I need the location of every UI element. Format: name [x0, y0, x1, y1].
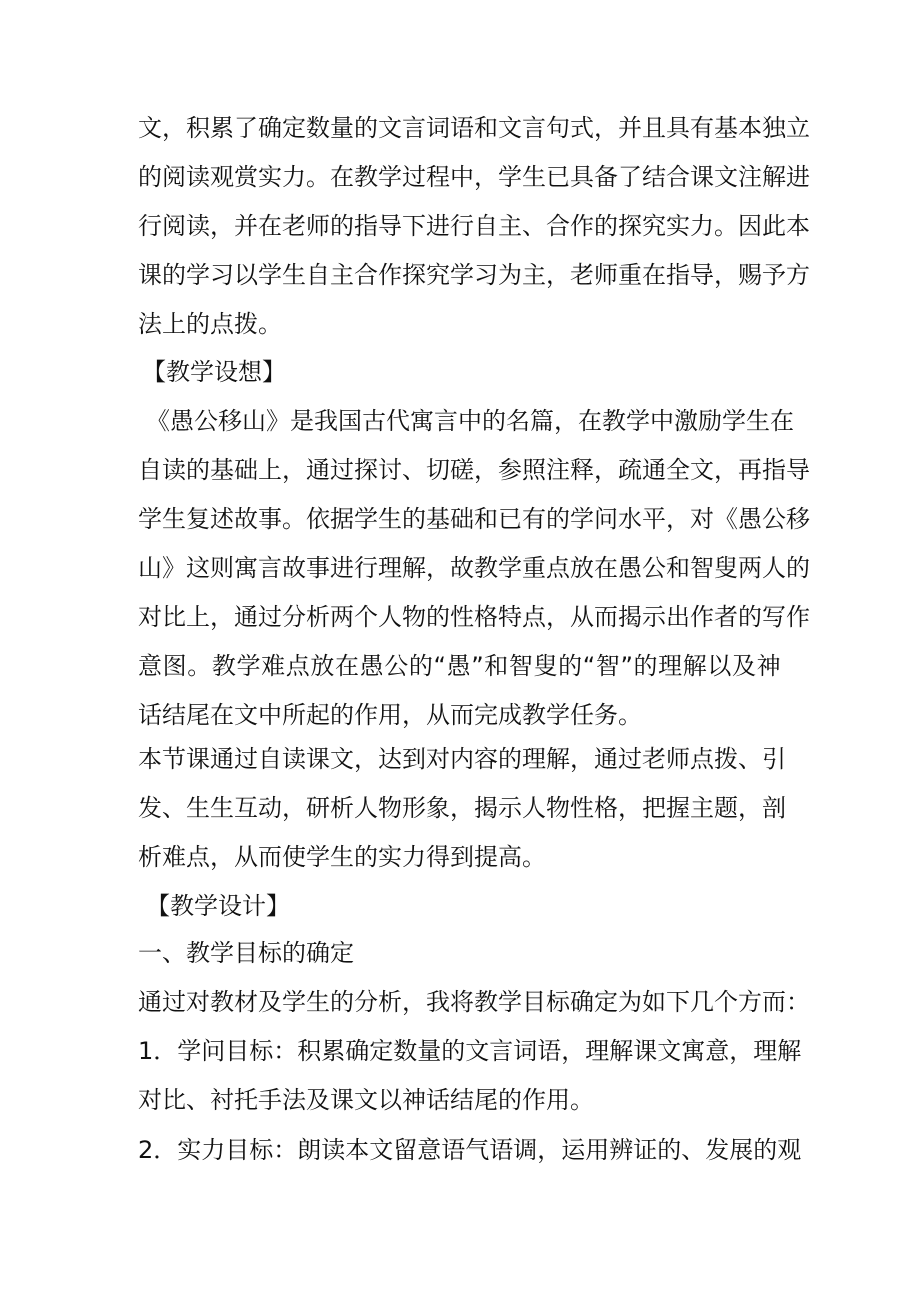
section-subheading: 一、教学目标的确定: [138, 939, 354, 967]
justified-text: 课 的 学 习 以 学 生 自 主 合 作 探 究 学 习 为 主 ， 老 师 重 在 指 导 ， 赐 予 方: [138, 261, 810, 289]
justified-text: 文 ， 积 累 了 确 定 数 量 的 文 言 词 语 和 文 言 句 式 ， 并 且 具 有 基 本 独 立: [138, 114, 810, 142]
list-item: [138, 1027, 920, 1075]
list-item: [138, 1126, 920, 1174]
justified-text: 的 阅 读 观 赏 实 力 。 在 教 学 过 程 中 ， 学 生 已 具 备 了 结 合 课 文 注 解 进: [138, 163, 810, 191]
justified-text: 自 读 的 基 础 上 ， 通 过 探 讨 、 切 磋 ， 参 照 注 释 ， 疏 通 全 文 ， 再 指 导: [138, 456, 810, 484]
text-line: 话结尾在文中所起的作用，从而完成教学任务。: [138, 701, 642, 729]
justified-text: 行 阅 读 ， 并 在 老 师 的 指 导 下 进 行 自 主 、 合 作 的 探 究 实 力 。 因 此 本: [138, 212, 810, 240]
justified-text: 意 图 。 教 学 难 点 放 在 愚 公 的 “ 愚 ” 和 智 叟 的 “ 智 ” 的 理 解 以 及 神: [138, 652, 781, 680]
justified-text: 1 ． 学 问 目 标 ： 积 累 确 定 数 量 的 文 言 词 语 ， 理 解 课 文 寓 意 ， 理 解: [138, 1037, 802, 1065]
text-line: [138, 978, 920, 1026]
text-line: [138, 593, 920, 641]
justified-text: 发 、 生 生 互 动 ， 研 析 人 物 形 象 ， 揭 示 人 物 性 格 ， 把 握 主 题 ， 剖: [138, 794, 786, 822]
text-line: 对比、衬托手法及课文以神话结尾的作用。: [138, 1086, 594, 1114]
section-heading: 【教学设想】: [142, 358, 286, 386]
justified-text: 对 比 上 ， 通 过 分 析 两 个 人 物 的 性 格 特 点 ， 从 而 揭 示 出 作 者 的 写 作: [138, 603, 810, 631]
text-line: [138, 202, 920, 250]
text-line: [138, 251, 920, 299]
section-heading: 【教学设计】: [146, 892, 290, 920]
text-line: [138, 104, 920, 152]
justified-text: 2 ． 实 力 目 标 ： 朗 读 本 文 留 意 语 气 语 调 ， 运 用 辨 证 的 、 发 展 的 观: [138, 1136, 802, 1164]
text-line: [138, 642, 920, 690]
text-line: [138, 784, 920, 832]
justified-text: 本 节 课 通 过 自 读 课 文 ， 达 到 对 内 容 的 理 解 ， 通 过 老 师 点 拨 、 引: [138, 745, 786, 773]
justified-text: 山 》 这 则 寓 言 故 事 进 行 理 解 ， 故 教 学 重 点 放 在 愚 公 和 智 叟 两 人 的: [138, 554, 810, 582]
text-line: [138, 153, 920, 201]
text-line: [146, 397, 920, 445]
text-line: [138, 544, 920, 592]
justified-text: 学 生 复 述 故 事 。 依 据 学 生 的 基 础 和 已 有 的 学 问 水 平 ， 对 《 愚 公 移: [138, 505, 810, 533]
text-line: 法上的点拨。: [138, 310, 282, 338]
text-line: [138, 735, 920, 783]
justified-text: 通 过 对 教 材 及 学 生 的 分 析 ， 我 将 教 学 目 标 确 定 为 如 下 几 个 方 而 ：: [138, 988, 810, 1016]
text-line: 析难点，从而使学生的实力得到提高。: [138, 843, 546, 871]
text-line: [138, 495, 920, 543]
justified-text: 《 愚 公 移 山 》 是 我 国 古 代 寓 言 中 的 名 篇 ， 在 教 学 中 激 励 学 生 在: [146, 407, 794, 435]
text-line: [138, 446, 920, 494]
